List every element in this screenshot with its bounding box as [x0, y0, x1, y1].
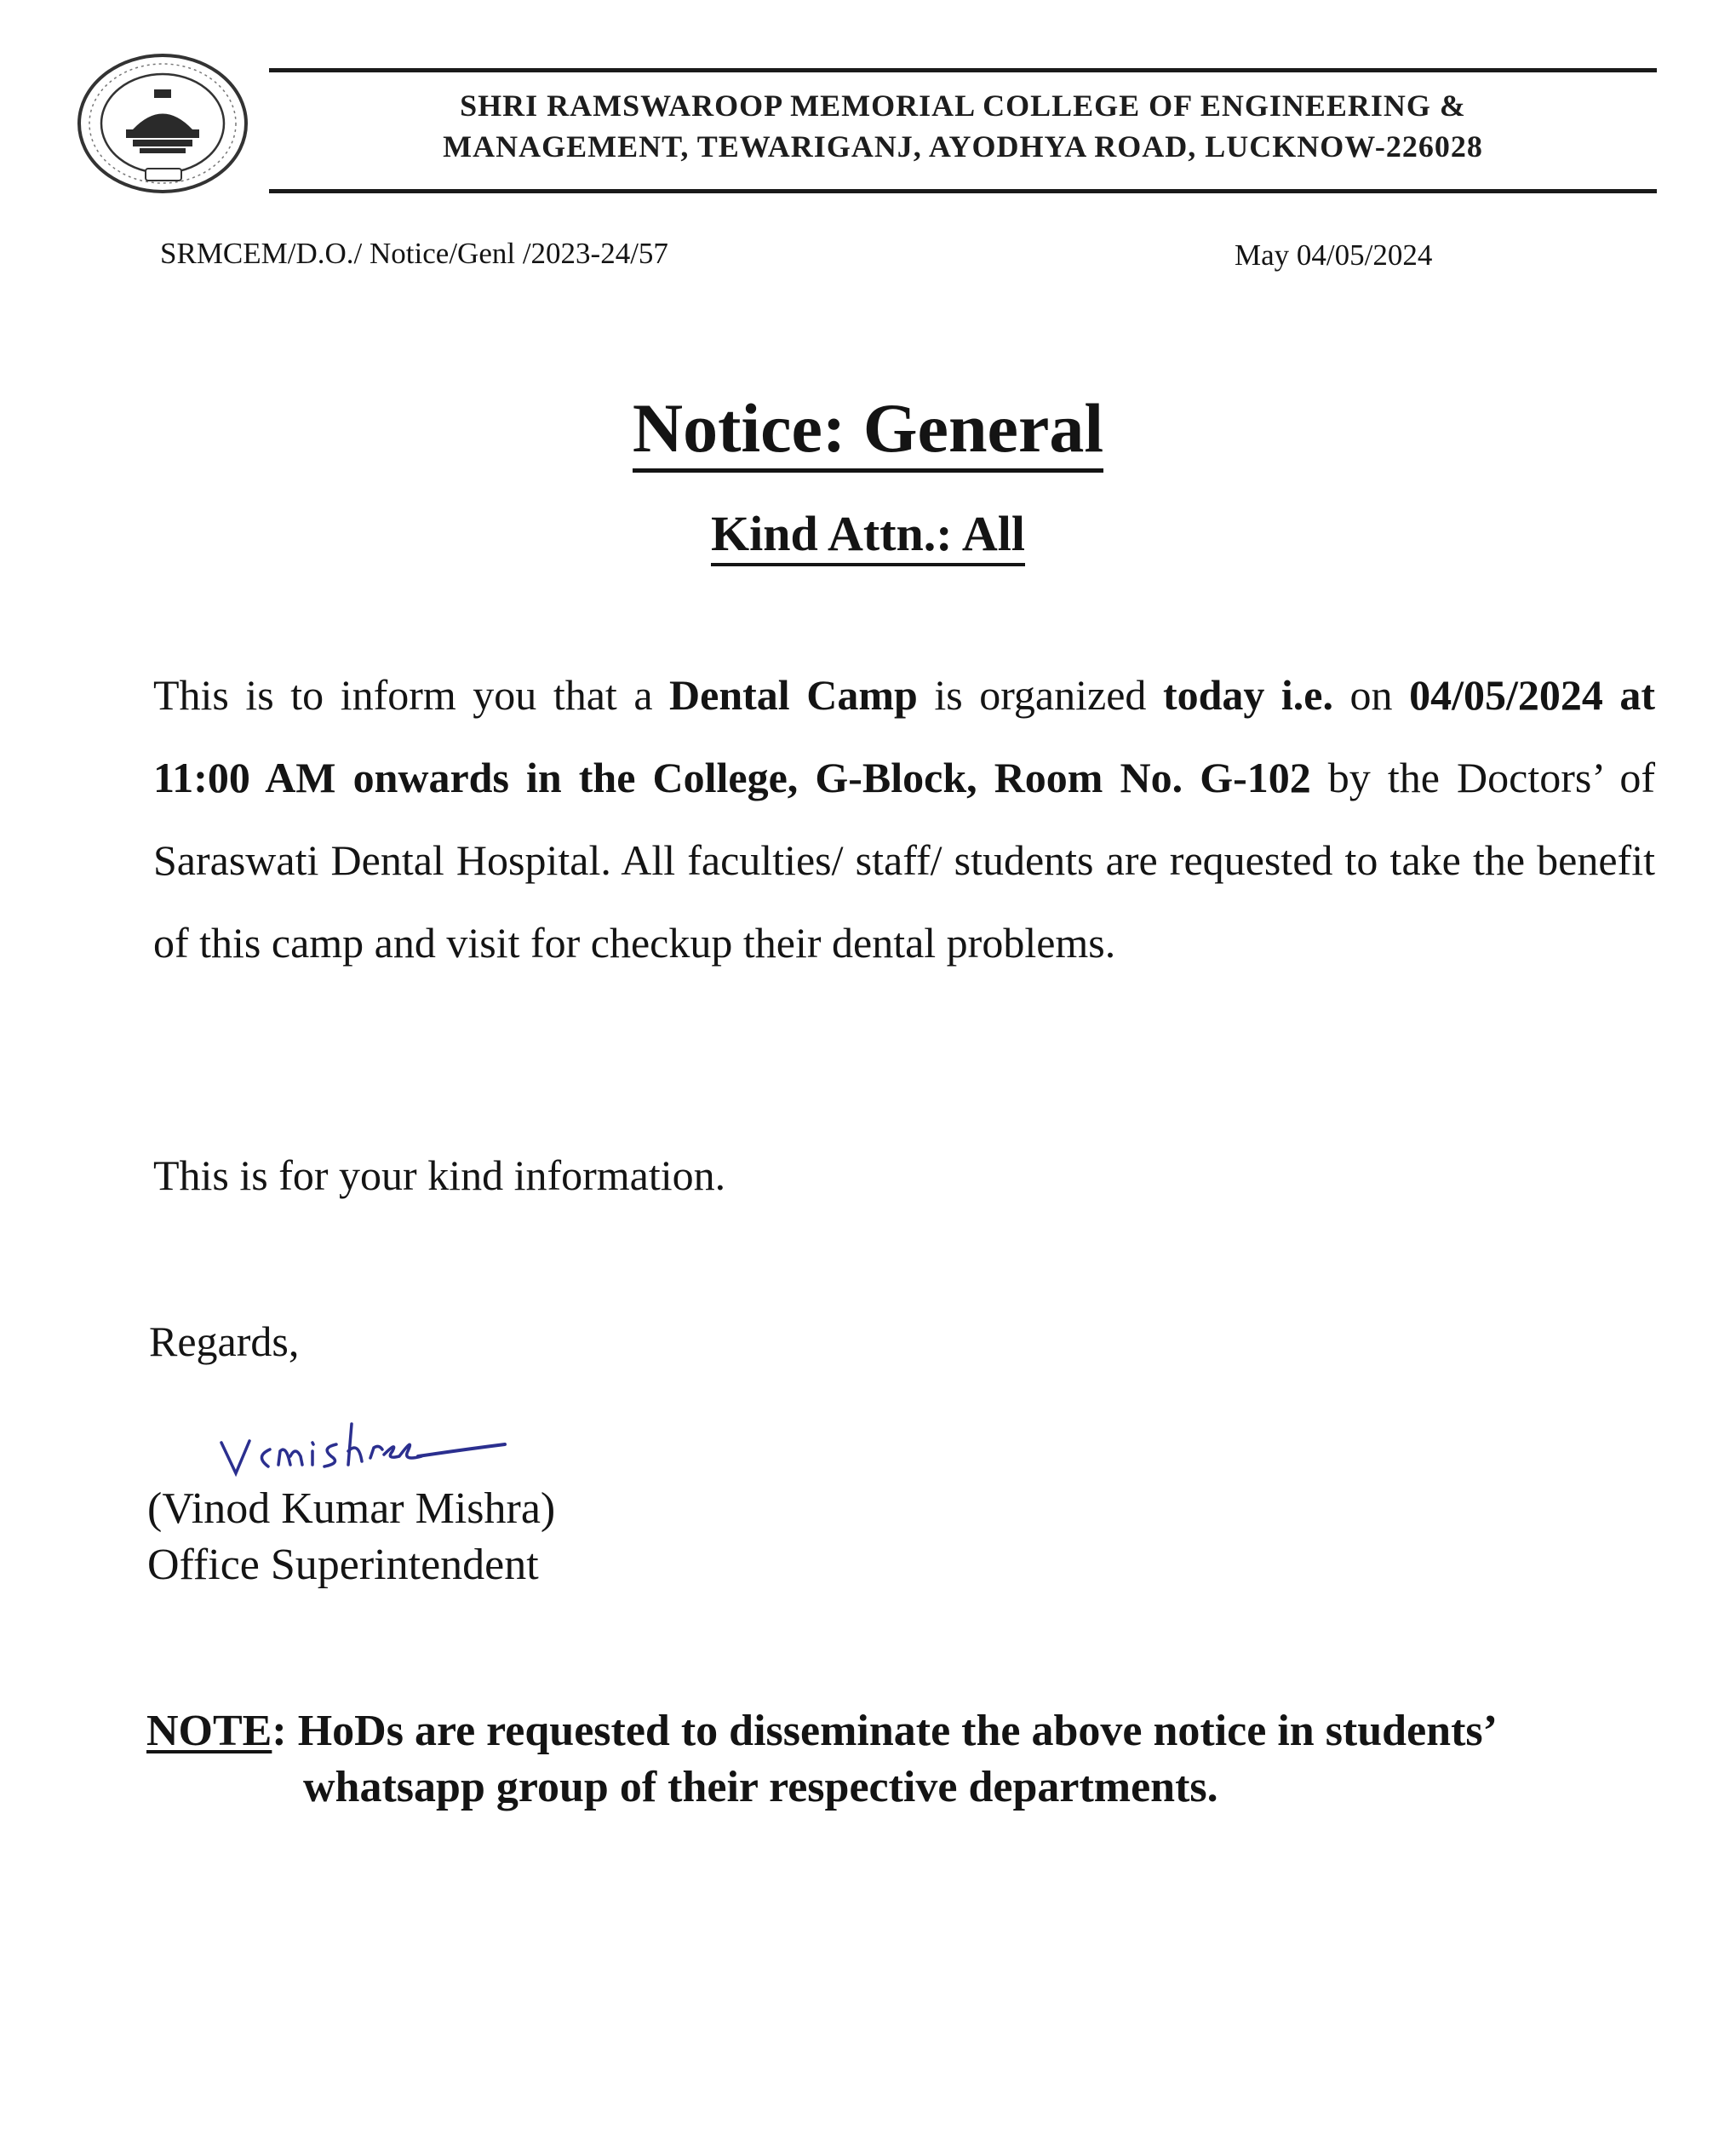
page-title-text: Notice: General [633, 389, 1103, 473]
notice-date: May 04/05/2024 [1235, 238, 1433, 272]
note-label: NOTE [146, 1707, 272, 1755]
header-bottom-rule [269, 189, 1657, 193]
note-line2: whatsapp group of their respective departments. [303, 1763, 1218, 1811]
college-name [269, 85, 1657, 167]
body-text-1: This is to inform you that a [153, 671, 670, 719]
reference-number: SRMCEM/D.O./ Notice/Genl /2023-24/57 [160, 237, 668, 270]
regards-line: Regards, [149, 1317, 300, 1365]
body-text-3: on [1333, 671, 1410, 719]
info-line: This is for your kind information. [153, 1151, 726, 1199]
body-text-4: by the Doctors’ of Saraswati Dental Hospital. All faculties/ staff/ students are requested to take the benefit of this camp and visit for checkup their dental problems. [153, 754, 1655, 967]
body-bold-today: today i.e. [1162, 671, 1334, 719]
signatory-designation: Office Superintendent [147, 1541, 539, 1589]
note-block [146, 1703, 1679, 1816]
body-bold-datetime-venue: 04/05/2024 at 11:00 AM onwards in the College, G-Block, Room No. G-102 [153, 671, 1656, 801]
header-top-rule [269, 68, 1657, 72]
attention-text: Kind Attn.: All [711, 506, 1025, 566]
note-line1: HoDs are requested to disseminate the above notice in students’ [297, 1707, 1498, 1755]
handwritten-signature [217, 1407, 507, 1484]
college-name-line2: MANAGEMENT, TEWARIGANJ, AYODHYA ROAD, LUCKNOW-226028 [443, 129, 1483, 164]
body-text-2: is organized [917, 671, 1163, 719]
college-name-line1: SHRI RAMSWAROOP MEMORIAL COLLEGE OF ENGINEERING & [460, 89, 1466, 123]
page-title [0, 387, 1736, 469]
college-seal-icon [73, 51, 252, 196]
body-bold-event: Dental Camp [669, 671, 918, 719]
notice-body [153, 654, 1655, 984]
attention-line [0, 504, 1736, 564]
signatory-name: (Vinod Kumar Mishra) [147, 1484, 556, 1533]
note-colon: : [272, 1707, 298, 1755]
